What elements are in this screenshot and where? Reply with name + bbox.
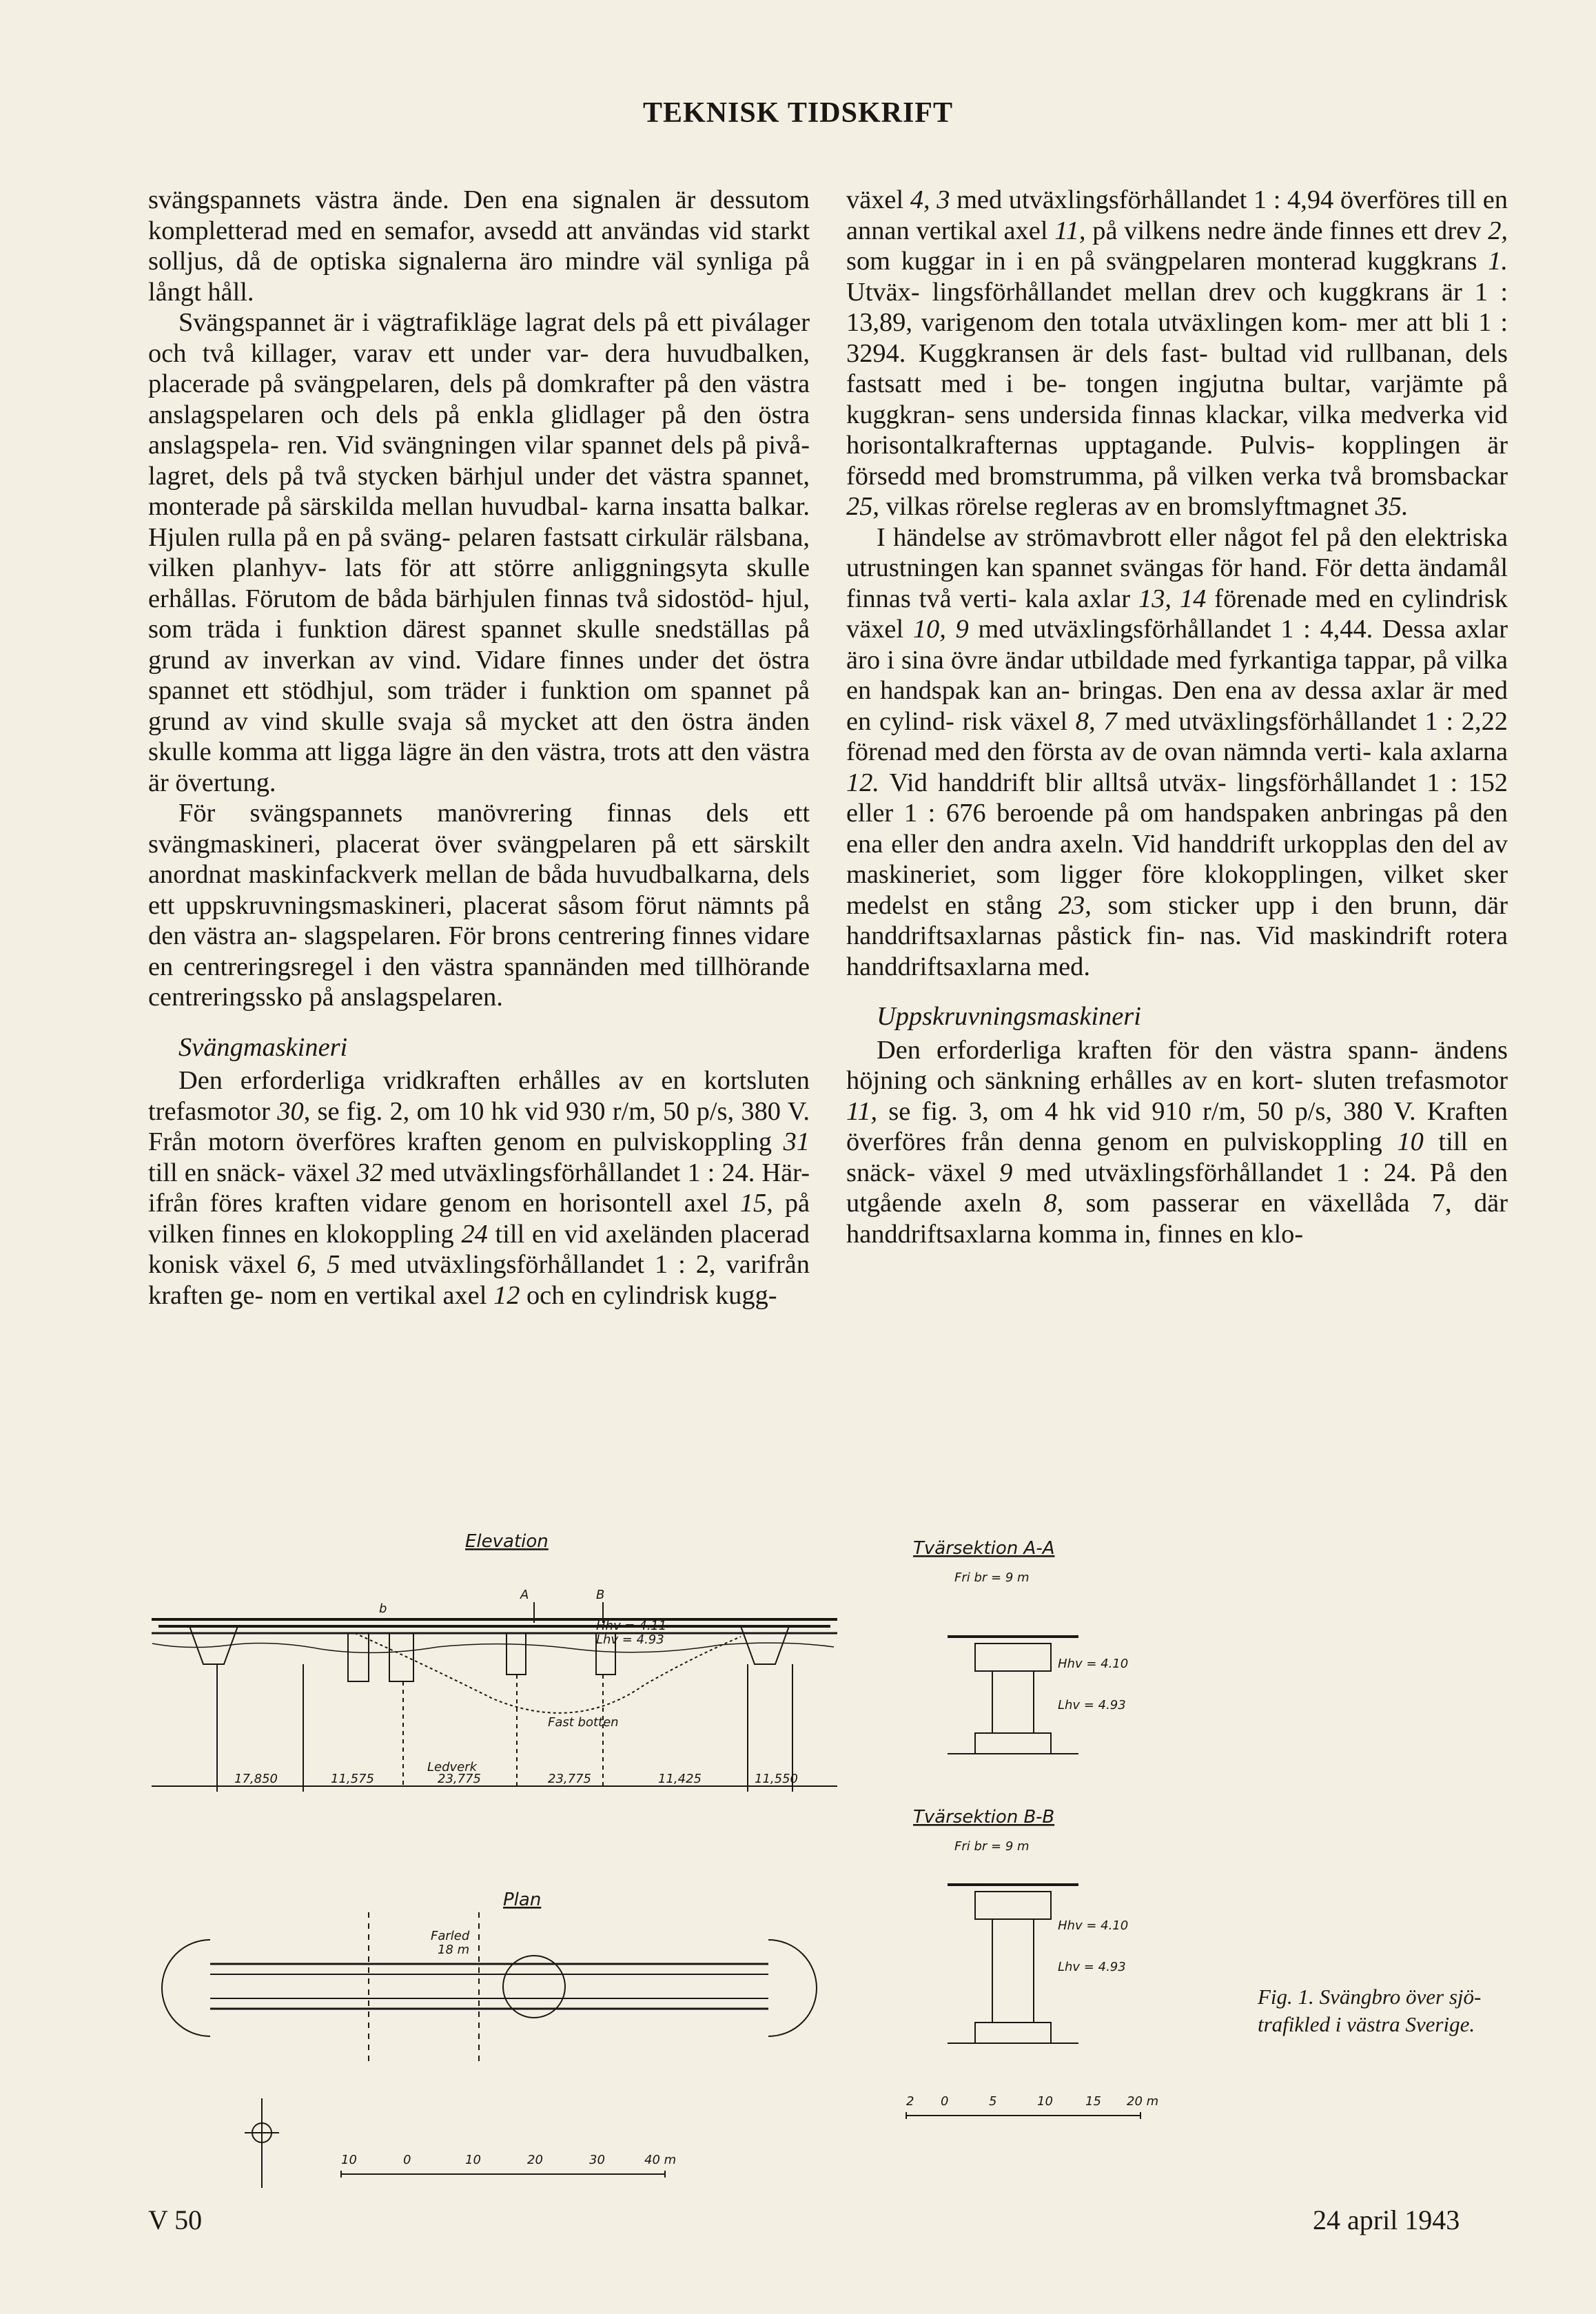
hhw-label: Hhv = 4.11 [596, 1619, 667, 1633]
scale-large-tick: 20 [527, 2153, 543, 2167]
label-b-small: b [379, 1601, 387, 1616]
scale-small-tick: 2 [906, 2094, 914, 2109]
section-a-drawing [948, 1637, 1078, 1754]
scale-large-tick: 40 m [644, 2153, 677, 2167]
paragraph: Den erforderliga kraften för den västra spann- ändens höjning och sänkning erhålles av en kort- sluten trefasmotor 11, se fig. 3, om 4 hk vid 910 r/m, 50 p/s, 380 V. Kraften överföres från denna genom en pulviskoppling 10 till en snäck- växel 9 med utväxlingsförhållandet 1 : 24. På den utgående axeln 8, som passerar en växellåda 7, där handdriftsaxlarna komma in, finnes en klo- [846, 1035, 1508, 1249]
page-number: V 50 [148, 2204, 203, 2235]
section-heading: Svängmaskineri [178, 1032, 348, 1062]
fri-bredd-b: Fri br = 9 m [954, 1839, 1030, 1854]
paragraph: växel 4, 3 med utväxlingsförhållandet 1 : 4,94 överföres till en annan vertikal axel 11, på vilkens nedre ände finnes ett drev 2, som kuggar in i en på svängpelaren monterad kuggkrans 1. Utväx- lingsförhållandet mellan drev och kuggkrans är 1 : 13,89, varigenom den totala utväxlingen kom- mer att bli 1 : 3294. Kuggkransen är dels fast- bultad vid rullbanan, dels fastsatt med i be- tongen ingjutna bultar, varjämte på kuggkran- sens undersida finnas klackar, vilka medverka vid horisontalkrafternas upptagande. Pulvis- kopplingen är försedd med bromstrumma, på vilken verka två bromsbackar 25, vilkas rörelse regleras av en bromslyftmagnet 35. [846, 185, 1508, 521]
journal-header: TEKNISK TIDSKRIFT [643, 97, 953, 129]
section-a-title: Tvärsektion A-A [913, 1538, 1055, 1559]
fri-bredd-a: Fri br = 9 m [954, 1570, 1030, 1585]
hhw-section-b: Hhv = 4.10 [1058, 1918, 1129, 1933]
caption-number: Fig. 1. [1258, 1985, 1314, 2009]
caption-text: Svängbro över sjö- trafikled i västra Sverige. [1258, 1985, 1482, 2036]
plan-drawing [162, 1912, 817, 2188]
hhw-section-a: Hhv = 4.10 [1058, 1657, 1129, 1671]
dimension-2: 11,575 [331, 1772, 374, 1786]
paragraph: Svängspannet är i vägtrafikläge lagrat dels på ett piválager och två killager, varav ett under var- dera huvudbalken, placerade på svängpelaren, dels på domkrafter på den västra anslagspelaren och dels på enkla glidlager på den östra anslagspela- ren. Vid svängningen vilar spannet dels på pivå- lagret, dels på två stycken bärhjul under det västra spannet, monterade på särskilda mellan huvudbal- karna insatta balkar. Hjulen rulla på en på sväng- pelaren fastsatt cirkulär rälsbana, vilken planhyv- lats för att större anliggningsyta skulle erhållas. Förutom de båda bärhjulen finnas två sidostöd- hjul, som träda i funktion därest spannet skulle snedställas på grund av inverkan av vind. Vidare finnes under det östra spannet ett stödhjul, som träder i funktion om spannet på grund av vind skulle svaja så mycket att den östra änden skulle komma att ligga lägre än den västra, trots att den västra är övertung. [148, 308, 810, 797]
scale-large-labels [341, 2153, 676, 2167]
ledverk-label: Ledverk [427, 1760, 478, 1774]
scale-small-tick: 5 [989, 2094, 997, 2109]
scale-small [906, 2112, 1140, 2119]
fast-botten-label: Fast botten [548, 1715, 619, 1730]
farled-label: Farled [431, 1929, 470, 1943]
left-column [148, 185, 810, 1311]
label-b: B [596, 1588, 605, 1602]
lhw-section-b: Lhv = 4.93 [1058, 1960, 1126, 1974]
section-heading: Uppskruvningsmaskineri [877, 1002, 1141, 1031]
scale-small-tick: 20 m [1127, 2094, 1159, 2109]
bridge-figure [148, 1526, 1526, 2188]
scale-large-tick: 10 [465, 2153, 481, 2167]
bridge-drawing [148, 1526, 1526, 2188]
paragraph: Den erforderliga vridkraften erhålles av en kortsluten trefasmotor 30, se fig. 2, om 10 hk vid 930 r/m, 50 p/s, 380 V. Från motorn överföres kraften genom en pulviskoppling 31 till en snäck- växel 32 med utväxlingsförhållandet 1 : 24. Här- ifrån föres kraften vidare genom en horisontell axel 15, på vilken finnes en klokoppling 24 till en vid axeländen placerad konisk växel 6, 5 med utväxlingsförhållandet 1 : 2, varifrån kraften ge- nom en vertikal axel 12 och en cylindrisk kugg- [148, 1066, 810, 1310]
paragraph: I händelse av strömavbrott eller något fel på den elektriska utrustningen kan spannet svängas för hand. För detta ändamål finnas två verti- kala axlar 13, 14 förenade med en cylindrisk växel 10, 9 med utväxlingsförhållandet 1 : 4,44. Dessa axlar äro i sina övre ändar utbildade med fyrkantiga tappar, på vilka en handspak kan an- bringas. Den ena av dessa axlar är med en cylind- risk växel 8, 7 med utväxlingsförhållandet 1 : 2,22 förenad med den första av de ovan nämnda verti- kala axlarna 12. Vid handdrift blir alltså utväx- lingsförhållandet 1 : 152 eller 1 : 676 beroende på om handspaken anbringas på den ena eller den andra axeln. Vid handdrift urkopplas den del av maskineriet, som ligger före klokopplingen, vilket sker medelst en stång 23, som sticker upp i den brunn, där handdriftsaxlarnas påstick fin- nas. Vid maskindrift rotera handdriftsaxlarna med. [846, 522, 1508, 981]
scale-large [341, 2171, 665, 2178]
scale-small-tick: 15 [1085, 2094, 1101, 2109]
right-column [846, 185, 1508, 1249]
scale-large-tick: 30 [589, 2153, 605, 2167]
section-b-title: Tvärsektion B-B [913, 1807, 1055, 1827]
paragraph: För svängspannets manövrering finnas dels ett svängmaskineri, placerat över svängpelaren på ett särskilt anordnat maskinfackverk mellan de båda huvudbalkarna, dels ett uppskruvningsmaskineri, placerat såsom förut nämnts på den västra an- slagspelaren. För brons centrering finnes vidare en centreringsregel i den västra spannänden med tillhörande centreringssko på anslagspelaren. [148, 799, 810, 1012]
elevation-title: Elevation [465, 1531, 549, 1552]
dimension-6: 11,550 [755, 1772, 798, 1786]
lhw-section-a: Lhv = 4.93 [1058, 1698, 1126, 1712]
scale-large-tick: 10 [341, 2153, 357, 2167]
dimension-5: 11,425 [658, 1772, 702, 1786]
paragraph: svängspannets västra ände. Den ena signalen är dessutom kompletterad med en semafor, avsedd att användas vid starkt solljus, då de optiska signalerna äro mindre väl synliga på långt håll. [148, 185, 810, 307]
plan-title: Plan [503, 1890, 542, 1910]
scale-large-tick: 0 [403, 2153, 411, 2167]
scale-small-tick: 10 [1037, 2094, 1053, 2109]
figure-caption [1258, 1983, 1533, 2038]
scale-small-labels [906, 2094, 1158, 2109]
dimension-1: 17,850 [234, 1772, 278, 1786]
scale-small-tick: 0 [941, 2094, 949, 2109]
dimension-3: 23,775 [438, 1772, 481, 1786]
lhw-label: Lhv = 4.93 [596, 1632, 664, 1647]
label-a: A [520, 1588, 529, 1602]
farled-width: 18 m [438, 1943, 470, 1957]
dimension-4: 23,775 [548, 1772, 591, 1786]
elevation-drawing [152, 1602, 837, 1792]
issue-date: 24 april 1943 [1313, 2204, 1460, 2235]
